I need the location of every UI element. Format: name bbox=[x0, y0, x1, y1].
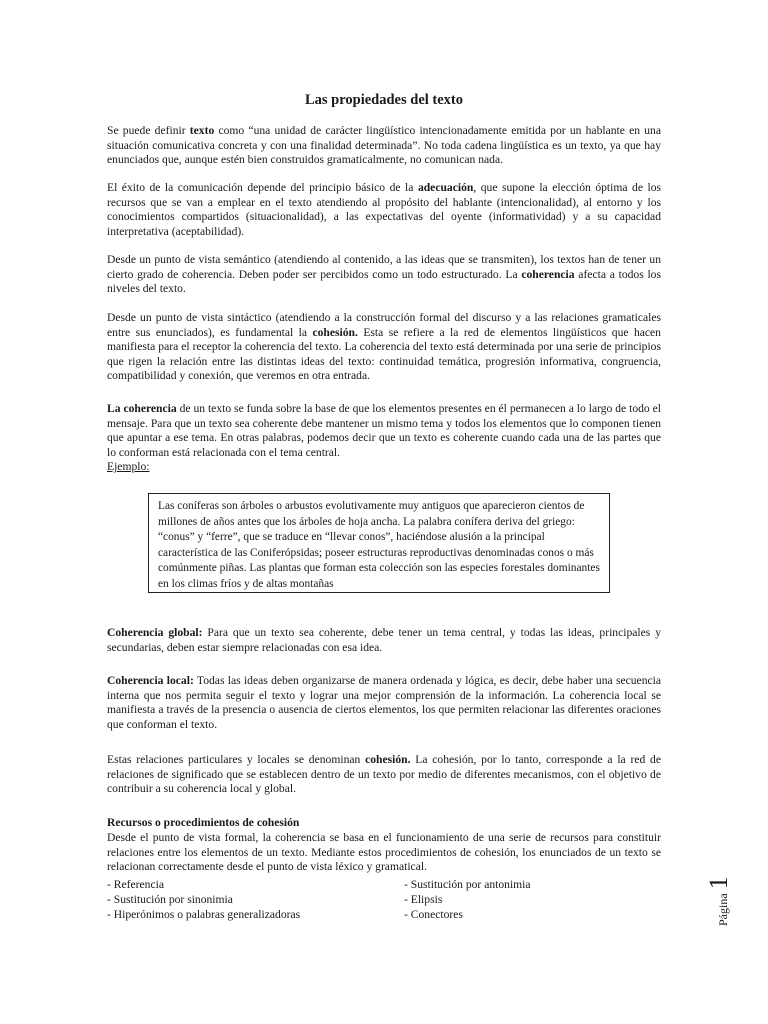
paragraph-coherencia bbox=[107, 253, 661, 297]
bold-term: cohesión. bbox=[365, 753, 411, 766]
list-item: - Conectores bbox=[404, 907, 463, 921]
text-run: Todas las ideas deben organizarse de manera ordenada y lógica, es decir, debe haber una secuencia interna que nos permita seguir el texto y lograr una mejor comprensión de la información. La coherencia local se manifiesta a través de la presencia o ausencia de ciertos elementos, los que permiten relacionar las diferentes oraciones que conforman el texto. bbox=[107, 674, 662, 731]
bold-term: texto bbox=[189, 124, 215, 137]
list-item: - Sustitución por sinonimia bbox=[107, 892, 233, 906]
paragraph-coherencia-local bbox=[107, 674, 661, 732]
page-number-footer bbox=[700, 868, 733, 928]
text-run: , que supone la elección óptima de los recursos que se van a emplear en el texto atendiendo al propósito del hablante (intencionalidad), al entorno y los conocimientos compartidos (situacionalidad), a las expectativas del oyente (informatividad) y a su capacidad interpretativa (aceptabilidad). bbox=[107, 181, 662, 238]
text-run: como “una unidad de carácter lingüístico intencionadamente emitida por un hablante en una situación comunicativa concreta y con una finalidad determinada”. No toda cadena lingüística es un texto, ya que hay enunciados que, aunque estén bien construidos gramaticalmente, no comunican nada. bbox=[107, 124, 661, 166]
bold-term: La coherencia bbox=[107, 402, 177, 415]
text-run: El éxito de la comunicación depende del principio básico de la bbox=[107, 181, 418, 194]
bold-term: coherencia bbox=[521, 267, 575, 281]
text-run: Desde un punto de vista sintáctico (atendiendo a la construcción formal del discurso y a las relaciones gramaticales entre sus enunciados), es fundamental la bbox=[107, 311, 661, 339]
paragraph-recursos: Desde el punto de vista formal, la coherencia se basa en el funcionamiento de una serie de recursos para constituir relaciones entre los elementos de un texto. Mediante estos procedimientos de cohesión, los enunciados de un texto se relacionan correctamente desde el punto de vista léxico y gramatical. bbox=[107, 831, 661, 873]
list-item: - Elipsis bbox=[404, 892, 443, 906]
text-run: La cohesión, por lo tanto, corresponde a la red de relaciones de significado que se establecen dentro de un texto por medio de diferentes mecanismos, con el objetivo de contribuir a su coherencia local y global. bbox=[107, 753, 661, 795]
paragraph-relaciones bbox=[107, 753, 661, 797]
text-run: Esta se refiere a la red de elementos lingüísticos que hacen manifiesta para el receptor la coherencia del texto. La coherencia del texto está determinada por una serie de principios que rigen la relación entre las distintas ideas del texto: continuidad temática, progresión informativa, congruencia, compatibilidad y conexión, que veremos en otra entrada. bbox=[107, 325, 661, 382]
paragraph-cohesion bbox=[107, 311, 661, 384]
section-heading: Recursos o procedimientos de cohesión bbox=[107, 816, 300, 829]
cohesion-list-left bbox=[107, 878, 300, 922]
example-text: Las coníferas son árboles o arbustos evolutivamente muy antiguos que aparecieron cientos de millones de años antes que los árboles de hoja ancha. La palabra conífera deriva del griego: “conus” y “ferre”, que se traduce en “llevar conos”, haciéndose alusión a la principal característica de las Coniferópsidas; poseer estructuras reproductivas denominadas conos o más comúnmente piñas. Las plantas que forman esta colección son las especies forestales dominantes en los climas fríos y de altas montañas bbox=[158, 500, 600, 590]
text-run: Se puede definir bbox=[107, 124, 190, 137]
page-label: Página bbox=[716, 893, 730, 926]
page-number: 1 bbox=[704, 876, 733, 890]
paragraph-adecuacion bbox=[107, 181, 661, 239]
bold-term: adecuación bbox=[417, 181, 474, 194]
text-run: Estas relaciones particulares y locales se denominan bbox=[107, 753, 366, 766]
paragraph-coherencia-global bbox=[107, 626, 661, 655]
cohesion-list-right bbox=[404, 878, 531, 922]
list-item: - Sustitución por antonimia bbox=[404, 878, 531, 891]
list-item: - Hiperónimos o palabras generalizadoras bbox=[107, 907, 301, 921]
bold-term: Coherencia global: bbox=[107, 626, 203, 639]
example-label: Ejemplo: bbox=[107, 460, 150, 473]
paragraph-definition bbox=[107, 124, 661, 168]
example-box bbox=[148, 493, 610, 593]
bold-term: Coherencia local: bbox=[107, 674, 194, 687]
text-run: afecta a todos los niveles del texto. bbox=[107, 267, 661, 295]
paragraph-la-coherencia bbox=[107, 402, 661, 475]
text-run: Para que un texto sea coherente, debe tener un tema central, y todas las ideas, principales y secundarias, deben estar siempre relacionadas con esa idea. bbox=[107, 626, 662, 654]
list-item: - Referencia bbox=[107, 878, 164, 891]
document-title: Las propiedades del texto bbox=[304, 92, 464, 108]
text-run: de un texto se funda sobre la base de que los elementos presentes en él permanecen a lo largo de todo el mensaje. Para que un texto sea coherente debe mantener un mismo tema y todos los elementos que lo componen tienen que apuntar a ese tema. En otras palabras, podemos decir que un texto es coherente cuando cada una de las partes que lo conforman está relacionada con el tema central. bbox=[107, 402, 661, 459]
text-run: Desde un punto de vista semántico (atendiendo al contenido, a las ideas que se transmiten), los textos han de tener un cierto grado de coherencia. Deben poder ser percibidos como un todo estructurado. La bbox=[107, 253, 661, 281]
bold-term: cohesión. bbox=[312, 325, 358, 339]
